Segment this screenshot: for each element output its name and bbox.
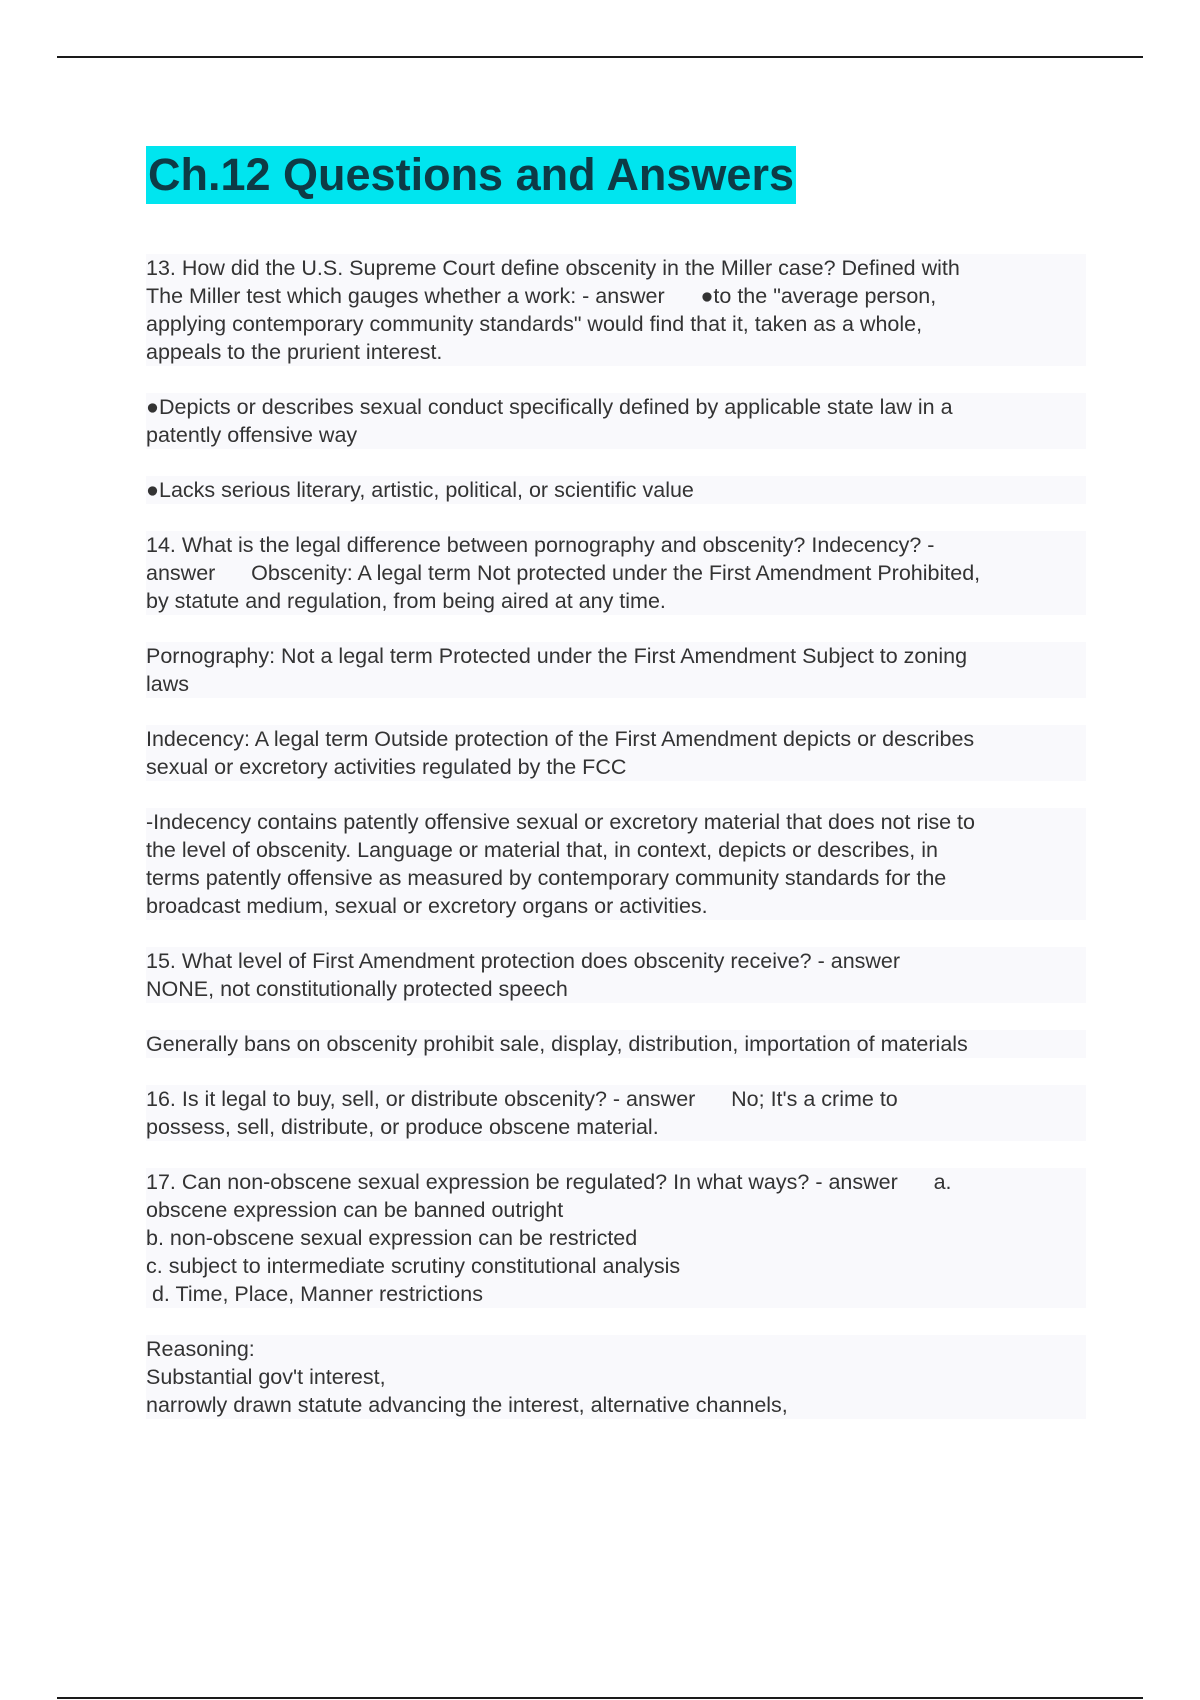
text-line: 14. What is the legal difference between pornography and obscenity? Indecency? - <box>146 533 935 557</box>
text-line: d. Time, Place, Manner restrictions <box>146 1282 483 1306</box>
text-line: b. non-obscene sexual expression can be restricted <box>146 1226 638 1250</box>
text-line: possess, sell, distribute, or produce obscene material. <box>146 1115 659 1139</box>
footer-rule <box>57 1697 1143 1699</box>
text-line: laws <box>146 672 190 696</box>
text-line: obscene expression can be banned outright <box>146 1198 564 1222</box>
paragraph-q13 <box>146 254 1086 366</box>
text-line: ●Lacks serious literary, artistic, political, or scientific value <box>146 478 694 502</box>
text-line: the level of obscenity. Language or material that, in context, depicts or describes, in <box>146 838 938 862</box>
text-line: -Indecency contains patently offensive sexual or excretory material that does not rise to <box>146 810 975 834</box>
text-line: by statute and regulation, from being aired at any time. <box>146 589 666 613</box>
text-line: appeals to the prurient interest. <box>146 340 443 364</box>
text-line: c. subject to intermediate scrutiny constitutional analysis <box>146 1254 681 1278</box>
paragraph-pornography <box>146 642 1086 698</box>
text-line: terms patently offensive as measured by contemporary community standards for the <box>146 866 947 890</box>
text-line: 15. What level of First Amendment protection does obscenity receive? - answer <box>146 949 901 973</box>
text-line: answer Obscenity: A legal term Not protected under the First Amendment Prohibited, <box>146 561 981 585</box>
text-line: applying contemporary community standards" would find that it, taken as a whole, <box>146 312 923 336</box>
paragraph-reasoning <box>146 1335 1086 1419</box>
text-line: ●Depicts or describes sexual conduct specifically defined by applicable state law in a <box>146 395 953 419</box>
text-line: Substantial gov't interest, <box>146 1365 386 1389</box>
document-title: Ch.12 Questions and Answers <box>146 146 796 204</box>
paragraph-q16 <box>146 1085 1086 1141</box>
paragraph-lacks <box>146 476 1086 504</box>
paragraph-q14 <box>146 531 1086 615</box>
text-line: 17. Can non-obscene sexual expression be regulated? In what ways? - answer a. <box>146 1170 952 1194</box>
text-line: Pornography: Not a legal term Protected under the First Amendment Subject to zoning <box>146 644 968 668</box>
text-line: Generally bans on obscenity prohibit sale, display, distribution, importation of materials <box>146 1032 968 1056</box>
text-line: Reasoning: <box>146 1337 255 1361</box>
text-line: sexual or excretory activities regulated by the FCC <box>146 755 627 779</box>
paragraph-indecency <box>146 725 1086 781</box>
text-line: The Miller test which gauges whether a work: - answer ●to the "average person, <box>146 284 937 308</box>
header-rule <box>57 56 1143 58</box>
document-body <box>146 146 1086 1446</box>
paragraph-q17 <box>146 1168 1086 1308</box>
text-line: Indecency: A legal term Outside protection of the First Amendment depicts or describes <box>146 727 975 751</box>
paragraph-indecency-detail <box>146 808 1086 920</box>
paragraph-bans <box>146 1030 1086 1058</box>
text-line: broadcast medium, sexual or excretory organs or activities. <box>146 894 708 918</box>
text-line: patently offensive way <box>146 423 358 447</box>
text-line: narrowly drawn statute advancing the interest, alternative channels, <box>146 1393 788 1417</box>
text-line: 13. How did the U.S. Supreme Court define obscenity in the Miller case? Defined with <box>146 256 960 280</box>
text-line: NONE, not constitutionally protected speech <box>146 977 568 1001</box>
paragraph-depicts <box>146 393 1086 449</box>
paragraph-q15 <box>146 947 1086 1003</box>
text-line: 16. Is it legal to buy, sell, or distribute obscenity? - answer No; It's a crime to <box>146 1087 898 1111</box>
